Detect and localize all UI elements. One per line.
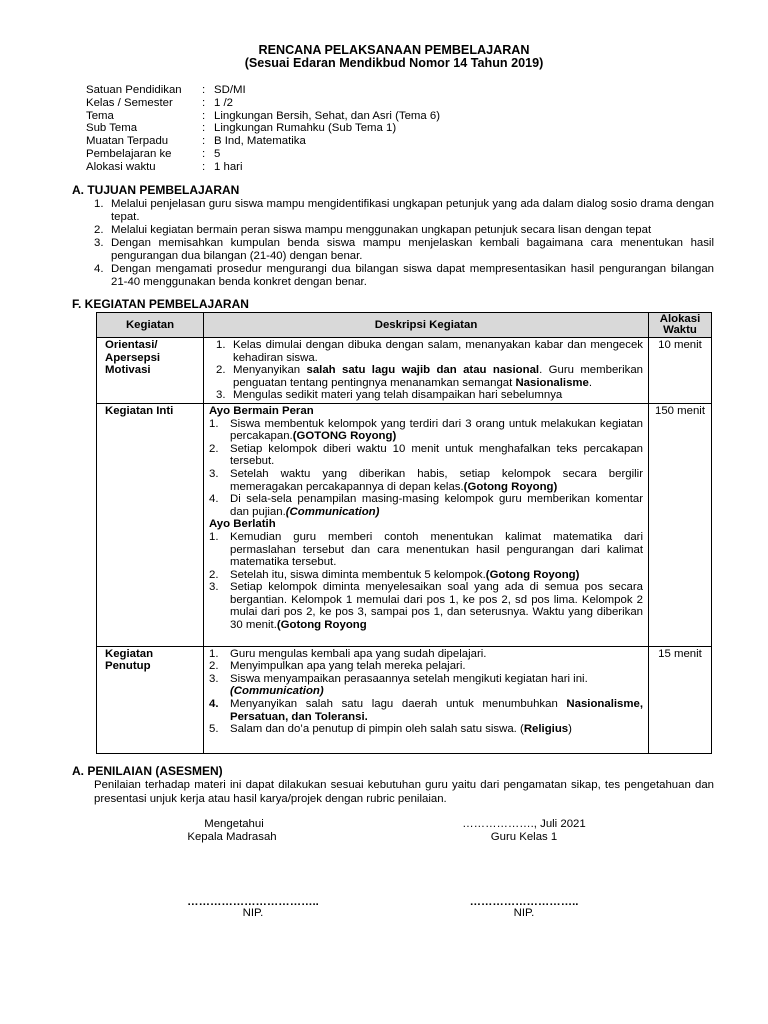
- identity-block: [86, 84, 440, 174]
- signature-left-name: ……………………………..: [187, 896, 319, 908]
- document-title: RENCANA PELAKSANAAN PEMBELAJARAN: [258, 43, 530, 57]
- row-name: Kegiatan Penutup: [97, 646, 204, 753]
- section-heading-penilaian: A. PENILAIAN (ASESMEN): [72, 764, 223, 778]
- signature-left-nip: NIP.: [242, 907, 264, 919]
- list-item: 2. Melalui kegiatan bermain peran siswa mampu menggunakan ungkapan petunjuk secara lisan dengan tepat: [94, 224, 652, 236]
- row-time: 150 menit: [649, 403, 712, 646]
- signature-right-nip: NIP.: [513, 907, 535, 919]
- table-row: [97, 338, 712, 404]
- row-time: 15 menit: [649, 646, 712, 753]
- signature-right-role: Guru Kelas 1: [490, 831, 558, 843]
- row-name: Orientasi/ Apersepsi Motivasi: [97, 338, 204, 404]
- tujuan-list: [94, 198, 714, 289]
- list-item: 3. Dengan memisahkan kumpulan benda siswa mampu menjelaskan kembali bagaimana cara menentukan hasil pengurangan dua bilangan (21-40) dengan benar.: [94, 237, 714, 262]
- identity-row: Tema : Lingkungan Bersih, Sehat, dan Asri (Tema 6): [86, 109, 441, 122]
- table-header-row: [97, 313, 712, 338]
- identity-row: Muatan Terpadu : B Ind, Matematika: [86, 135, 306, 148]
- col-alokasi: Alokasi Waktu: [649, 313, 712, 338]
- table-row: [97, 403, 712, 646]
- signature-right-name: ………………………..: [469, 896, 579, 908]
- list-item: 1. Melalui penjelasan guru siswa mampu mengidentifikasi ungkapan petunjuk yang ada dalam dialog sosio drama dengan tepat.: [94, 198, 714, 223]
- identity-row: Satuan Pendidikan : SD/MI: [86, 84, 246, 96]
- section-heading-tujuan: A. TUJUAN PEMBELAJARAN: [72, 183, 240, 197]
- identity-row: Sub Tema : Lingkungan Rumahku (Sub Tema 1): [86, 122, 397, 135]
- signature-right-top: ………………., Juli 2021: [462, 818, 586, 830]
- section-heading-kegiatan: F. KEGIATAN PEMBELAJARAN: [72, 297, 249, 311]
- table-row: [97, 646, 712, 753]
- list-item: 4. Dengan mengamati prosedur mengurangi dua bilangan siswa dapat mempresentasikan hasil pengurangan bilangan 21-40 menggunakan benda konkret dengan benar.: [94, 263, 714, 288]
- col-kegiatan: Kegiatan: [97, 313, 204, 338]
- row-description: 1. Guru mengulas kembali apa yang sudah dipelajari. 2. Menyimpulkan apa yang telah mereka pelajari. 3. Siswa menyampaikan perasaannya setelah mengikuti kegiatan hari ini. (Communication) 4. Menyanyikan salah satu lagu daerah untuk menumbuhkan Nasionalisme, Persatuan, dan Toleransi. 5. Salam dan do’a penutup di pimpin oleh salah satu siswa. (Religius): [204, 646, 649, 753]
- row-time: 10 menit: [649, 338, 712, 404]
- signature-left-top: Mengetahui: [204, 818, 264, 830]
- identity-row: Pembelajaran ke : 5: [86, 147, 221, 160]
- document-subtitle: (Sesuai Edaran Mendikbud Nomor 14 Tahun 2019): [244, 56, 544, 70]
- row-name: Kegiatan Inti: [97, 403, 204, 646]
- identity-row: Kelas / Semester : 1 /2: [86, 96, 233, 109]
- penilaian-text: Penilaian terhadap materi ini dapat dilakukan sesuai kebutuhan guru yaitu dari pengamatan sikap, tes pengetahuan dan presentasi unjuk kerja atau hasil karya/projek dengan rubric penilaian.: [94, 779, 714, 805]
- signature-left-role: Kepala Madrasah: [187, 831, 277, 843]
- col-deskripsi: Deskripsi Kegiatan: [204, 313, 649, 338]
- identity-row: Alokasi waktu : 1 hari: [86, 160, 243, 173]
- row-description: Ayo Bermain Peran 1. Siswa membentuk kelompok yang terdiri dari 3 orang untuk melakukan kegiatan percakapan.(GOTONG Royong) 2. Setiap kelompok diberi waktu 10 menit untuk menghafalkan teks percakapan tersebut. 3. Setelah waktu yang diberikan habis, setiap kelompok secara bergilir memeragakan percakapannya di depan kelas.(Gotong Royong) 4. Di sela-sela penampilan masing-masing kelompok guru memberikan komentar dan pujian.(Communication) Ayo Berlatih 1. Kemudian guru memberi contoh menentukan kalimat matematika dari permaslahan tersebut dan cara menentukan hasil pengurangan dari kalimat matematika tersebut. 2. Setelah itu, siswa diminta membentuk 5 kelompok.(Gotong Royong) 3. Setiap kelompok diminta menyelesaikan soal yang ada di semua pos secara bergantian. Kelompok 1 memulai dari pos 1, ke pos 2, sd pos lima. Kelompok 2 mulai dari pos 2, ke pos 3, sampai pos 1, dan seterusnya. Waktu yang diberikan 30 menit.(Gotong Royong: [204, 403, 649, 646]
- row-description: 1. Kelas dimulai dengan dibuka dengan salam, menanyakan kabar dan mengecek kehadiran siswa. 2. Menyanyikan salah satu lagu wajib dan atau nasional. Guru memberikan penguatan tentang pentingnya menanamkan semangat Nasionalisme. 3. Mengulas sedikit materi yang telah disampaikan hari sebelumnya: [204, 338, 649, 404]
- kegiatan-table: [96, 312, 712, 754]
